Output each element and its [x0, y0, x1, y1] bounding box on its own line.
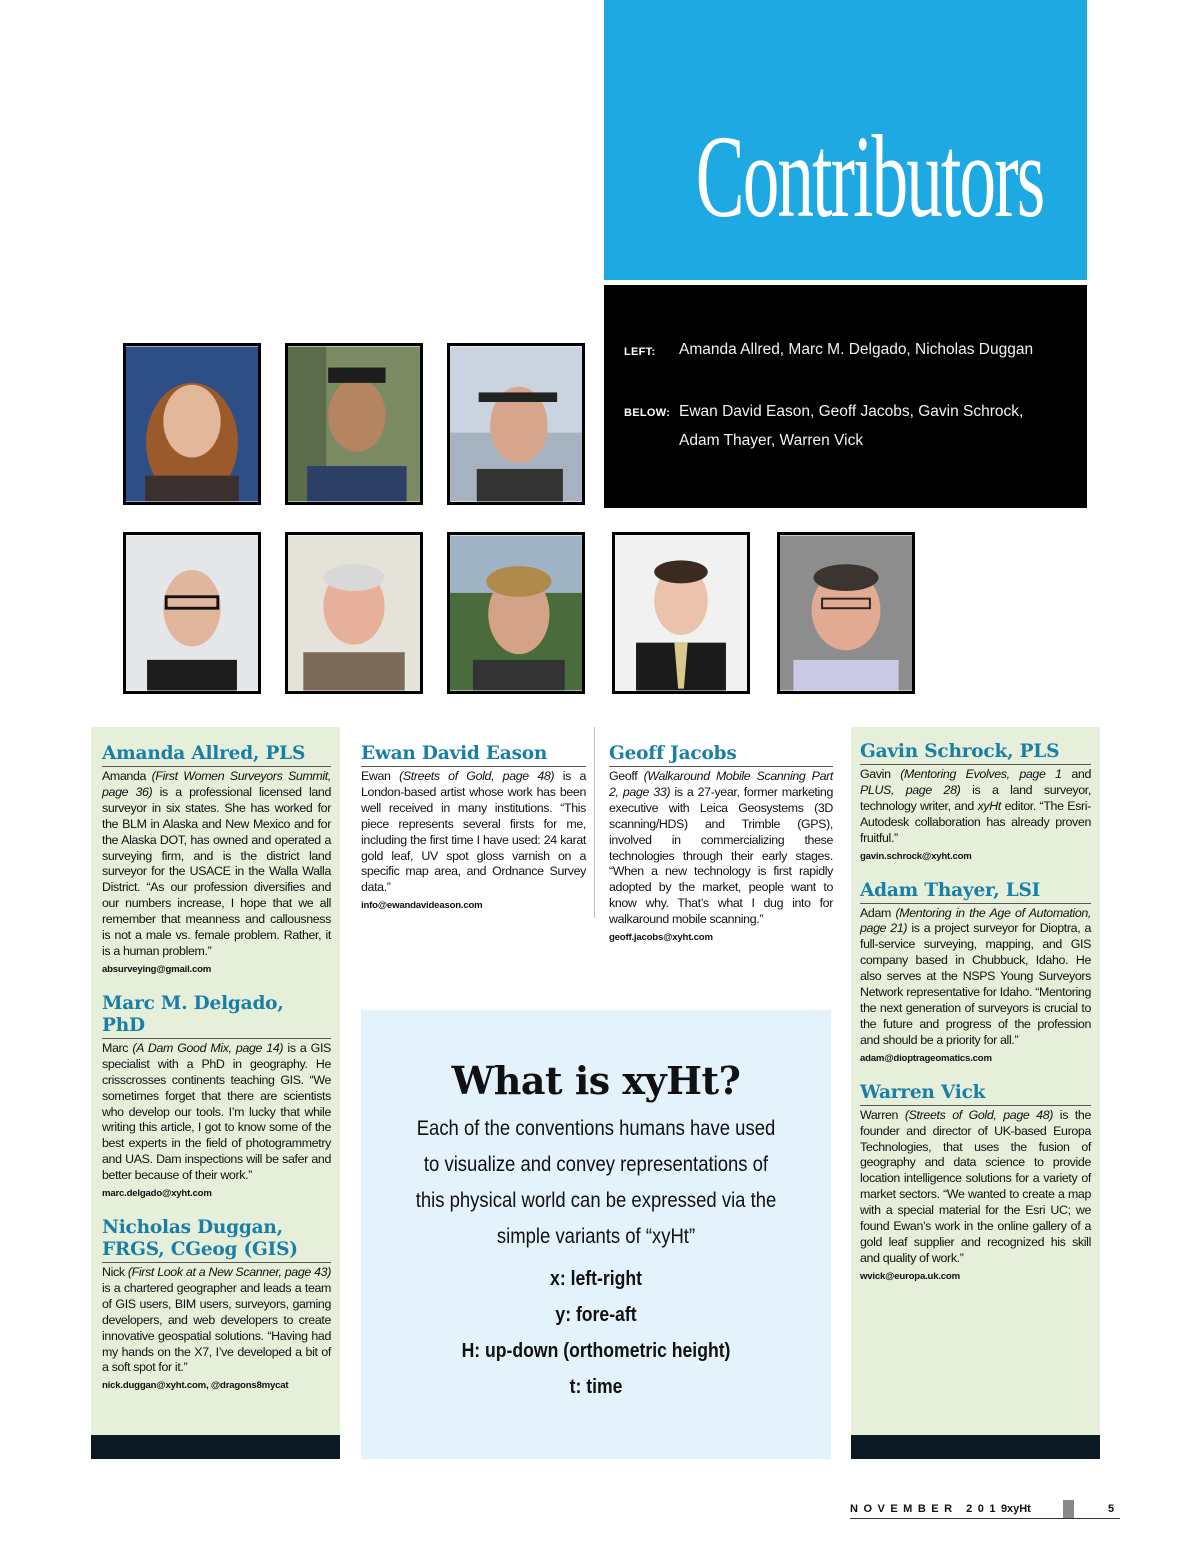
bio-email: marc.delgado@xyht.com: [102, 1188, 212, 1200]
portrait-warren-vick: [777, 532, 915, 694]
bio-text: Warren (Streets of Gold, page 48) is the founder and director of UK-based Europa Technologies, that uses the fusion of geography and data science to provide location intelligence solutions for a variety of market sectors. “We wanted to create a map with a special material for the Esri UC; we found Ewan’s work in the online gallery of a gold leaf supplier and recognized his skill and quality of work.”: [860, 1107, 1091, 1265]
page-number: 5: [1108, 1503, 1115, 1515]
bio-name: Ewan David Eason: [361, 743, 586, 767]
column-footer-bar: [91, 1435, 340, 1459]
footer-issue-date: NOVEMBER 2019: [850, 1503, 1013, 1515]
caption-left-names: Amanda Allred, Marc M. Delgado, Nicholas Duggan: [679, 341, 1034, 358]
bio-text: Marc (A Dam Good Mix, page 14) is a GIS specialist with a PhD in geography. He crisscrosses continents teaching GIS. “We sometimes forget that there are scientists who develop our tools. I’m lucky that while writing this article, I got to know some of the best experts in the field of photogrammetry and UAS. Dam inspections will be safer and better because of their work.”: [102, 1040, 331, 1183]
portrait-amanda-allred: [123, 343, 261, 505]
portrait-marc-delgado: [285, 343, 423, 505]
bio-gavin-schrock: [860, 741, 1091, 862]
xyht-line-x: x: left-right: [550, 1268, 642, 1290]
bio-email: wvick@europa.uk.com: [860, 1270, 960, 1282]
bio-text: Adam (Mentoring in the Age of Automation, page 21) is a project surveyor for Dioptra, a full-service surveying, mapping, and GIS company based in Chubbuck, Idaho. He also serves at the NSPS Young Surveyors Network representative for Idaho. “Mentoring the next generation of surveyors is crucial to the future and progress of the profession and should be a priority for all.”: [860, 905, 1092, 1047]
xyht-line-t: t: time: [569, 1376, 623, 1398]
bio-amanda-allred: [102, 743, 331, 975]
page-title: Contributors: [695, 111, 1044, 242]
bio-marc-delgado: [102, 993, 331, 1199]
portrait-ewan-david-eason: [123, 532, 261, 694]
xyht-title: What is xyHt?: [451, 1058, 741, 1103]
bio-adam-thayer: [860, 880, 1091, 1064]
bio-email: info@ewandavideason.com: [361, 900, 483, 912]
bio-name: Marc M. Delgado, PhD: [102, 993, 331, 1039]
portrait-gavin-schrock: [447, 532, 585, 694]
portrait-nicholas-duggan: [447, 343, 585, 505]
bio-email: nick.duggan@xyht.com, @dragons8mycat: [102, 1380, 289, 1392]
bio-name: Gavin Schrock, PLS: [860, 741, 1091, 765]
bio-name: Adam Thayer, LSI: [860, 880, 1091, 904]
caption-left-label: LEFT:: [624, 346, 656, 358]
bio-email: adam@dioptrageomatics.com: [860, 1052, 992, 1064]
bio-text: Ewan (Streets of Gold, page 48) is a London-based artist whose work has been well received in many institutions. “This piece represents several firsts for me, including the first time I have used: 24 karat gold leaf, UV spot gloss varnish on a specific map area, and Ordnance Survey data.”: [361, 769, 586, 895]
portrait-geoff-jacobs: [285, 532, 423, 694]
bio-text: Nick (First Look at a New Scanner, page 43) is a chartered geographer and leads a team of GIS users, BIM users, surveyors, gaming developers, and web developers to create innovative geospatial solutions. “Having had my hands on the X7, I’ve developed a bit of a soft spot for it.”: [102, 1265, 331, 1375]
bio-column-left: [91, 727, 340, 1459]
portrait-adam-thayer: [612, 532, 750, 694]
caption-below-label: BELOW:: [624, 407, 671, 419]
footer-magazine-name: xyHt: [1007, 1503, 1031, 1515]
footer-divider-block: [1063, 1500, 1074, 1518]
what-is-xyht-box: [361, 1010, 831, 1459]
caption-below-names-2: Adam Thayer, Warren Vick: [679, 432, 864, 449]
bio-text: Amanda (First Women Surveyors Summit, page 36) is a professional licensed land surveyor in six states. She has worked for the BLM in Alaska and New Mexico and for the Alaska DOT, has owned and operated a surveying firm, and is the district land surveyor for the USACE in the Walla Walla District. “As our profession diversifies and our numbers increase, I hope that we all remember that meanness and callousness is not a male vs. female problem. Rather, it is a human problem.”: [102, 769, 331, 958]
bio-column-center-left: [350, 727, 595, 918]
bio-text: Geoff (Walkaround Mobile Scanning Part 2, page 33) is a 27-year, former marketing executive with Leica Geosystems (3D scanning/HDS) and Trimble (GPS), involved in commercializing these technologies through their early stages. “When a new technology is first rapidly adopted by the market, people want to know why. That’s what I dug into for walkaround mobile scanning.”: [609, 769, 833, 927]
xyht-line-h: H: up-down (orthometric height): [461, 1340, 731, 1362]
bio-column-right: [851, 727, 1100, 1459]
column-footer-bar: [851, 1435, 1100, 1459]
bio-name: Warren Vick: [860, 1082, 1091, 1106]
photo-caption-box: [604, 285, 1087, 508]
bio-name: Amanda Allred, PLS: [102, 743, 331, 767]
xyht-line-y: y: fore-aft: [555, 1304, 637, 1326]
bio-email: absurveying@gmail.com: [102, 963, 212, 975]
bio-text: Gavin (Mentoring Evolves, page 1 and PLUS, page 28) is a land surveyor, technology writer, and xyHt editor. “The Esri-Autodesk collaboration has already proven fruitful.”: [860, 767, 1091, 845]
bio-name: Nicholas Duggan, FRGS, CGeog (GIS): [102, 1217, 331, 1263]
bio-nicholas-duggan: [102, 1217, 331, 1391]
page-footer: [850, 1500, 1120, 1520]
bio-warren-vick: [860, 1082, 1091, 1282]
caption-below-names-1: Ewan David Eason, Geoff Jacobs, Gavin Schrock,: [679, 403, 1024, 420]
bio-email: geoff.jacobs@xyht.com: [609, 932, 713, 944]
bio-email: gavin.schrock@xyht.com: [860, 850, 972, 862]
footer-rule: [850, 1518, 1120, 1519]
bio-geoff-jacobs: [609, 743, 833, 943]
bio-column-center-right: [599, 727, 843, 954]
xyht-intro: Each of the conventions humans have used to visualize and convey representations of this physical world can be expressed via the simple variants of “xyHt”: [415, 1117, 777, 1248]
bio-ewan-david-eason: [361, 743, 586, 911]
bio-name: Geoff Jacobs: [609, 743, 833, 767]
